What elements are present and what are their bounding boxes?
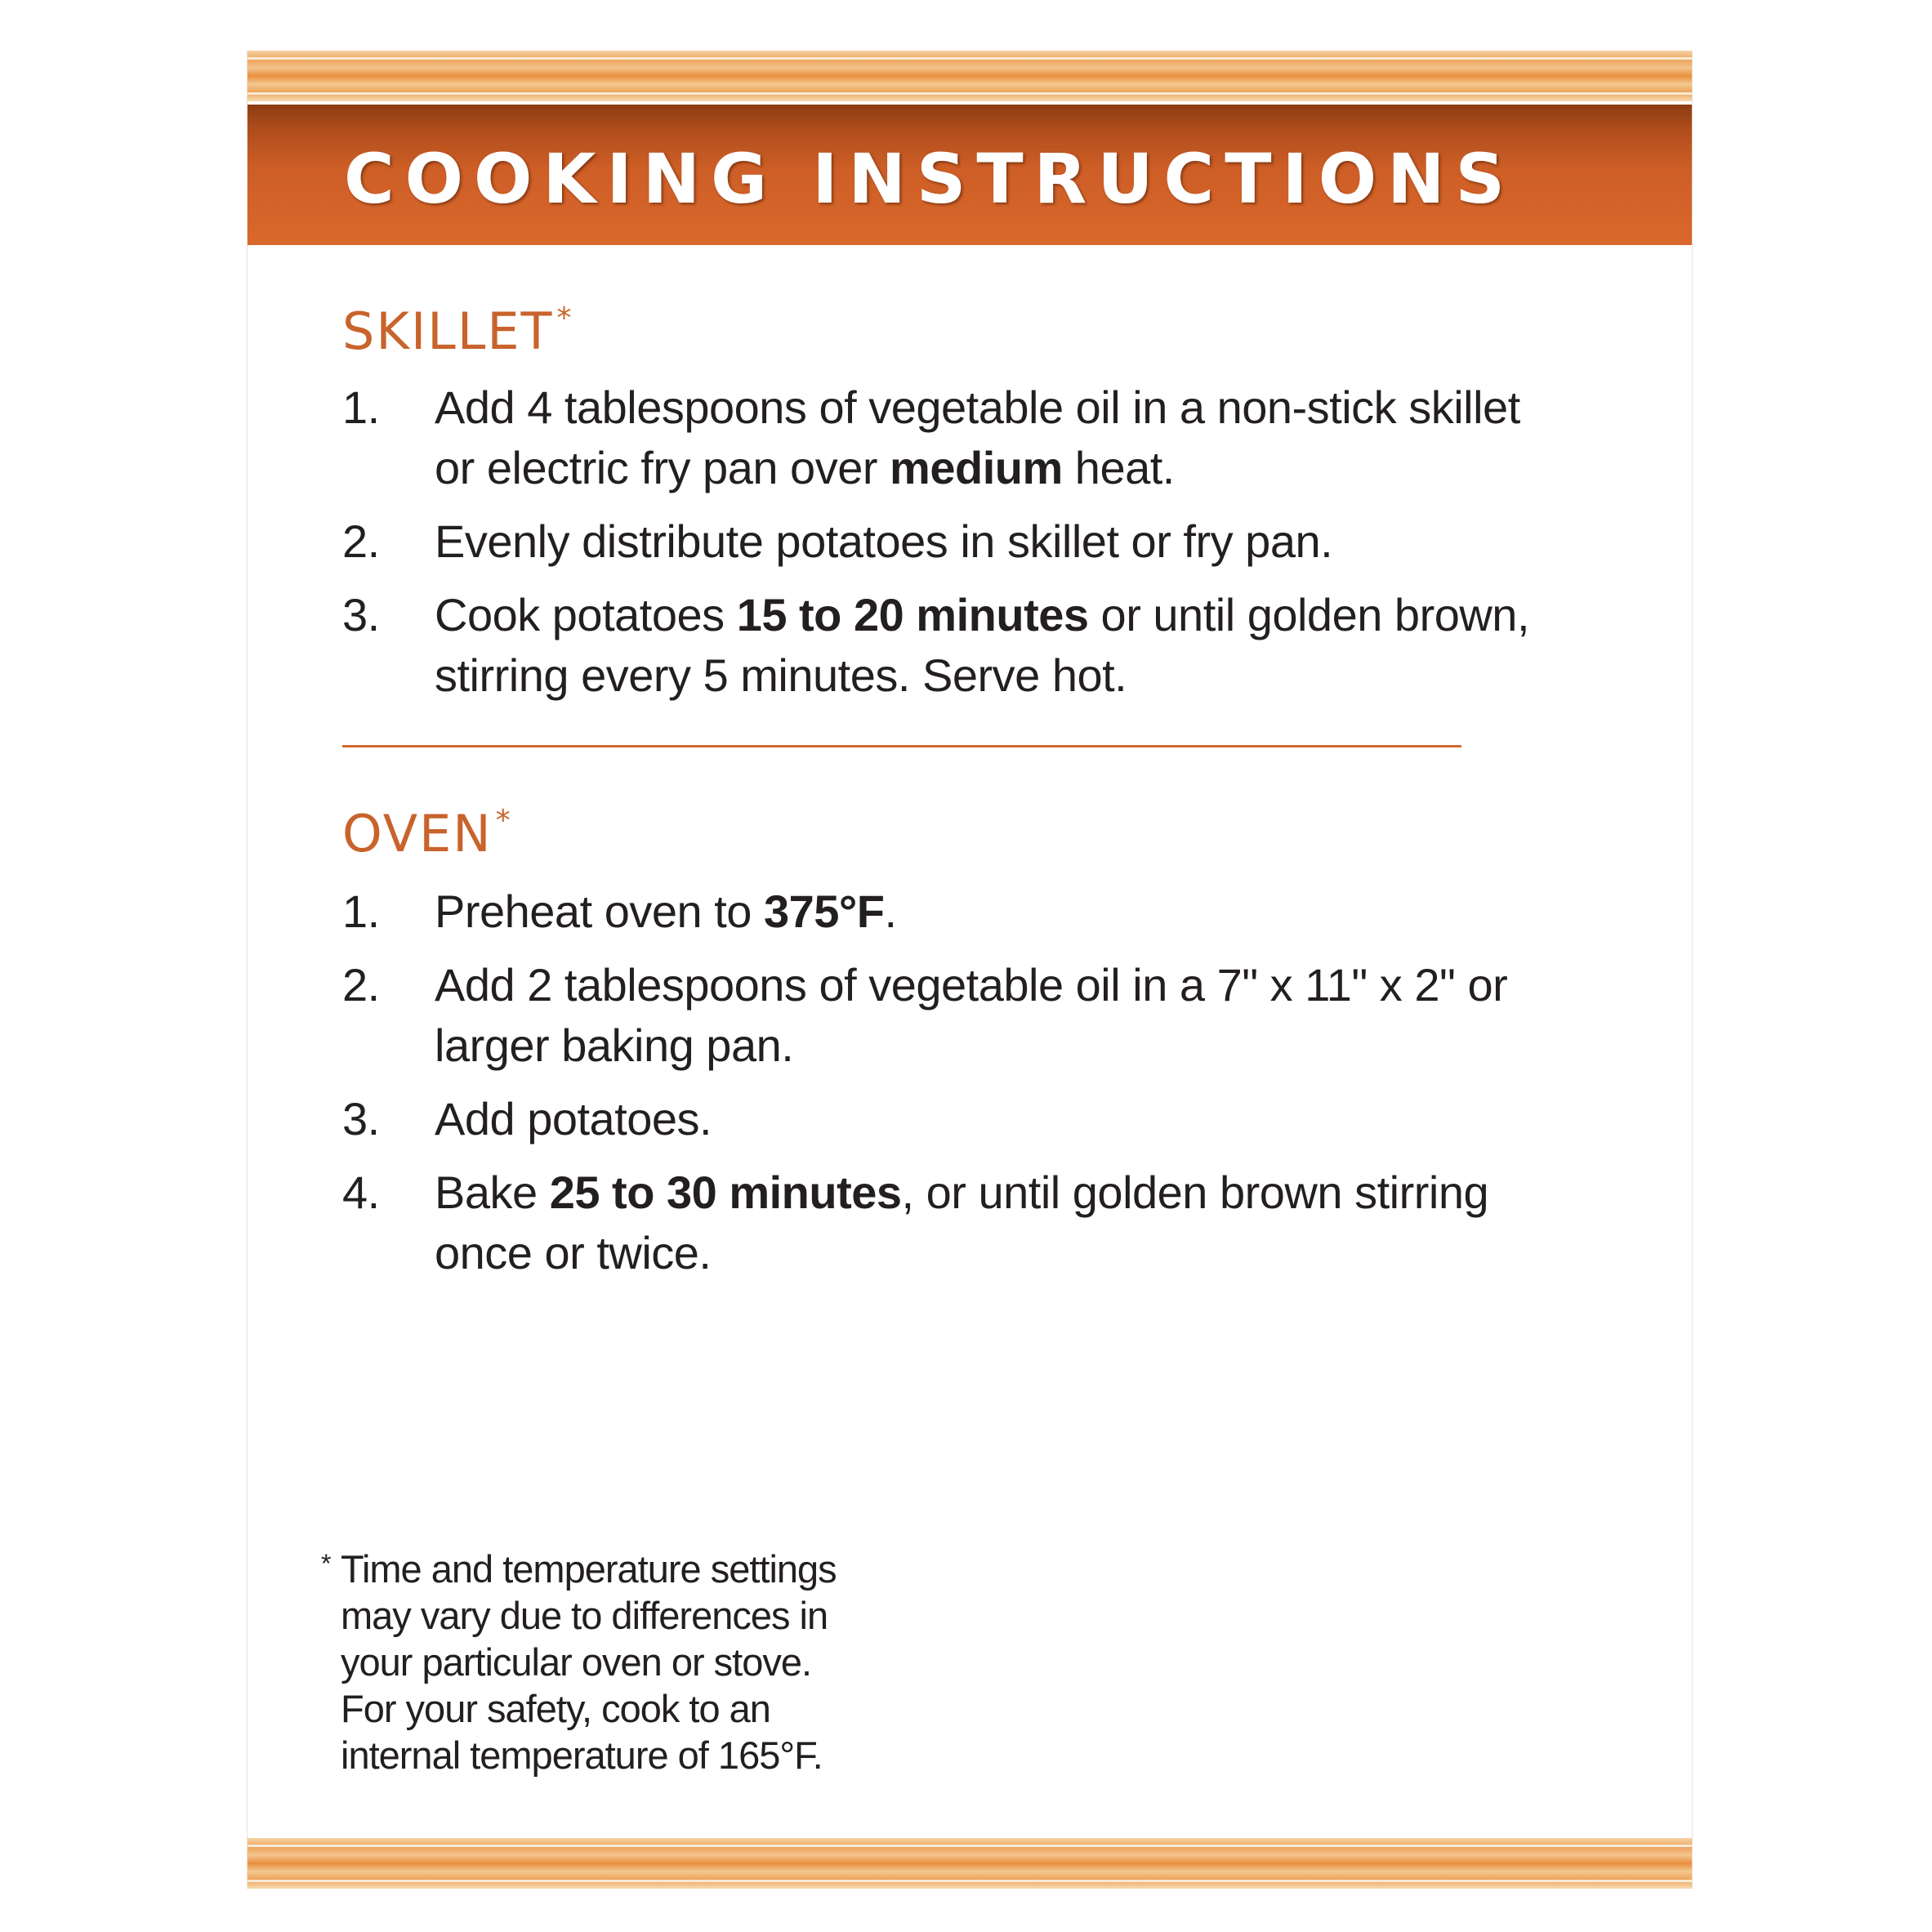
header-band	[248, 105, 1692, 245]
step-text-segment: Add 2 tablespoons of vegetable oil in a 7" x 11" x 2" or larger baking pan.	[435, 959, 1508, 1071]
step-text	[435, 515, 1332, 567]
skillet-step	[342, 511, 1551, 572]
oven-step	[342, 1162, 1551, 1283]
top-wood-band	[248, 51, 1692, 101]
footnote-asterisk: *	[321, 1549, 331, 1578]
step-text	[435, 381, 1520, 493]
step-text-segment: Evenly distribute potatoes in skillet or fry pan.	[435, 515, 1333, 567]
step-text	[435, 886, 897, 937]
step-text-segment: or until golden brown, stirring every 5 minutes. Serve hot.	[435, 589, 1530, 701]
oven-step	[342, 881, 1551, 942]
page-title: COOKING INSTRUCTIONS	[344, 139, 1515, 219]
step-text-segment: Add 4 tablespoons of vegetable oil in a non-stick skillet or electric fry pan over	[435, 381, 1520, 493]
oven-title-asterisk: *	[495, 804, 512, 837]
footnote	[321, 1546, 860, 1778]
step-number: 1.	[342, 381, 380, 433]
step-number: 2.	[342, 515, 380, 567]
skillet-steps-list	[342, 377, 1551, 719]
oven-steps-list	[342, 881, 1551, 1296]
step-text-segment: , or until golden brown stirring once or twice.	[435, 1167, 1489, 1278]
oven-section-title	[342, 804, 512, 863]
oven-title-text: OVEN	[342, 804, 493, 863]
step-text-segment: heat.	[1062, 442, 1175, 493]
step-number: 1.	[342, 886, 380, 937]
step-number: 2.	[342, 959, 380, 1011]
step-emphasis: medium	[890, 442, 1063, 493]
step-text-segment: Cook potatoes	[435, 589, 737, 640]
step-text-segment: Preheat oven to	[435, 886, 764, 937]
skillet-step	[342, 585, 1551, 706]
step-number: 3.	[342, 1093, 380, 1144]
step-text	[435, 1093, 712, 1144]
skillet-step	[342, 377, 1551, 498]
oven-step	[342, 1089, 1551, 1149]
skillet-title-text: SKILLET	[342, 301, 554, 361]
step-text	[435, 1167, 1488, 1278]
step-number: 4.	[342, 1167, 380, 1218]
cooking-instructions-panel	[247, 51, 1693, 1889]
step-text	[435, 959, 1507, 1071]
bottom-wood-band	[248, 1838, 1692, 1889]
step-text-segment: Bake	[435, 1167, 550, 1218]
step-number: 3.	[342, 589, 380, 640]
step-emphasis: 15 to 20 minutes	[736, 589, 1089, 640]
skillet-title-asterisk: *	[556, 301, 573, 335]
footnote-text: Time and temperature settings may vary due to differences in your particular oven or stove. For your safety, cook to an internal temperature of 165°F.	[341, 1547, 837, 1777]
step-emphasis: 375°F	[763, 886, 885, 937]
step-text-segment: Add potatoes.	[435, 1093, 712, 1144]
skillet-section-title	[342, 301, 573, 361]
step-emphasis: 25 to 30 minutes	[549, 1167, 902, 1218]
section-divider	[342, 745, 1461, 747]
oven-step	[342, 955, 1551, 1076]
step-text	[435, 589, 1529, 701]
step-text-segment: .	[884, 886, 897, 937]
